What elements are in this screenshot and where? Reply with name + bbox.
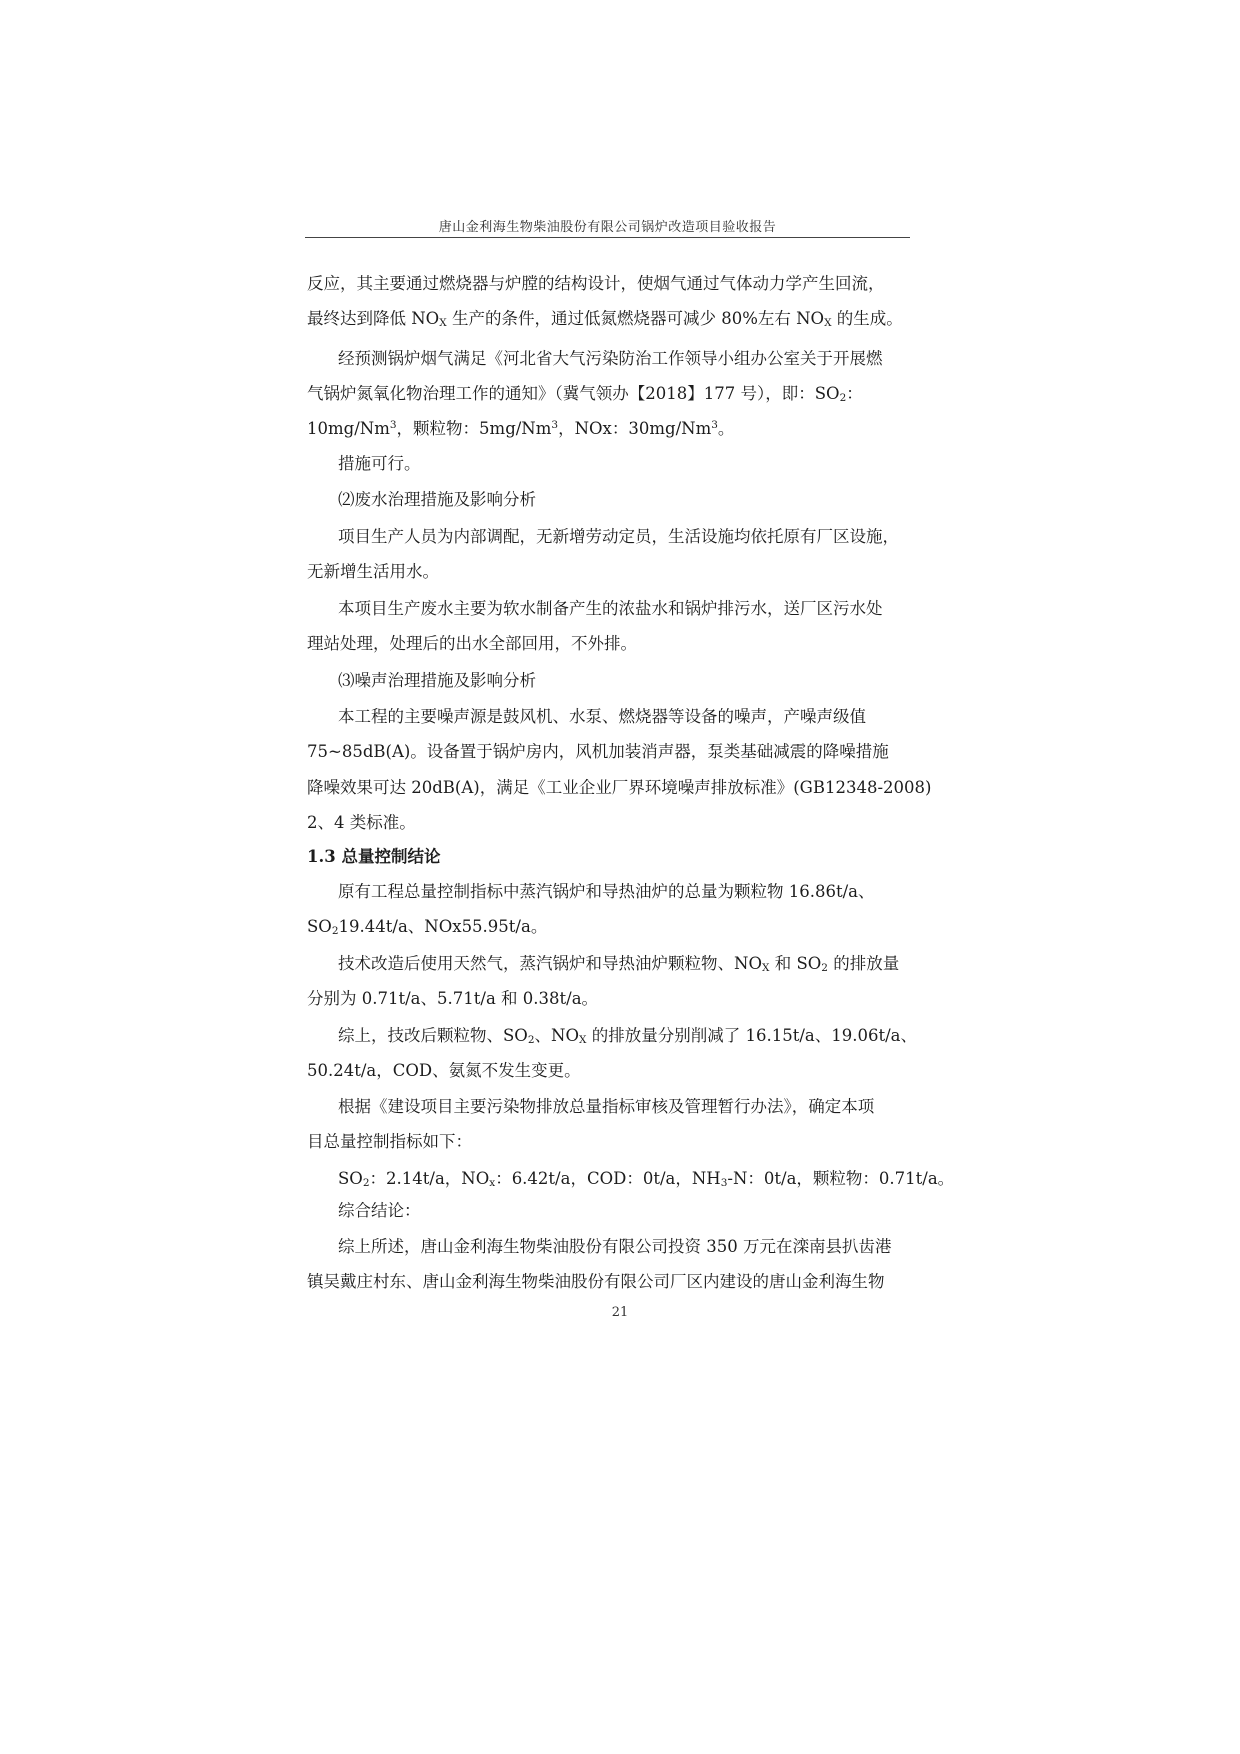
text-line: 10mg/Nm$^3$，颗粒物：5mg/Nm$^3$，NOx：30mg/Nm$^3$。 — [307, 419, 735, 438]
section-heading: ⑶噪声治理措施及影响分析 — [338, 671, 536, 690]
text-line: $SO_2$：2.14t/a，$NO_x$：6.42t/a，COD：0t/a，$NH_3-N$：0t/a，颗粒物：0.71t/a。 — [338, 1169, 955, 1189]
text-line: 综合结论： — [338, 1201, 421, 1220]
text-line: 措施可行。 — [338, 454, 421, 473]
text-line: 本工程的主要噪声源是鼓风机、水泵、燃烧器等设备的噪声，产噪声级值 — [338, 707, 866, 726]
text-line: 气锅炉氮氧化物治理工作的通知》（冀气领办【2018】177 号），即：$SO_2$： — [307, 384, 863, 404]
text-line: 降噪效果可达 20dB(A)，满足《工业企业厂界环境噪声排放标准》(GB12348-2008) — [307, 778, 932, 797]
running-header: 唐山金利海生物柴油股份有限公司锅炉改造项目验收报告 — [438, 220, 777, 235]
section-heading: ⑵废水治理措施及影响分析 — [338, 490, 536, 509]
text-line: 原有工程总量控制指标中蒸汽锅炉和导热油炉的总量为颗粒物 16.86t/a、 — [338, 882, 875, 901]
text-line: 技术改造后使用天然气，蒸汽锅炉和导热油炉颗粒物、$NO_X$ 和 $SO_2$ 的排放量 — [338, 954, 900, 974]
text-line: 理站处理，处理后的出水全部回用，不外排。 — [307, 634, 637, 653]
text-line: 分别为 0.71t/a、5.71t/a 和 0.38t/a。 — [307, 989, 599, 1008]
text-line: 2、4 类标准。 — [307, 813, 416, 832]
text-line: 镇吴戴庄村东、唐山金利海生物柴油股份有限公司厂区内建设的唐山金利海生物 — [307, 1272, 885, 1291]
section-title: 1.3 总量控制结论 — [307, 847, 441, 866]
text-line: 项目生产人员为内部调配，无新增劳动定员，生活设施均依托原有厂区设施， — [338, 527, 899, 546]
text-line: 反应，其主要通过燃烧器与炉膛的结构设计，使烟气通过气体动力学产生回流， — [307, 274, 885, 293]
text-line: 经预测锅炉烟气满足《河北省大气污染防治工作领导小组办公室关于开展燃 — [338, 349, 883, 368]
text-line: 目总量控制指标如下： — [307, 1132, 472, 1151]
text-line: 50.24t/a，COD、氨氮不发生变更。 — [307, 1061, 581, 1080]
text-line: 75~85dB(A)。设备置于锅炉房内，风机加装消声器，泵类基础减震的降噪措施 — [307, 742, 889, 761]
text-line: 本项目生产废水主要为软水制备产生的浓盐水和锅炉排污水，送厂区污水处 — [338, 599, 883, 618]
text-line: 综上，技改后颗粒物、$SO_2$、$NO_X$ 的排放量分别削减了 16.15t/a、19.06t/a、 — [338, 1026, 917, 1046]
text-line: 根据《建设项目主要污染物排放总量指标审核及管理暂行办法》，确定本项 — [338, 1097, 875, 1116]
text-line: 综上所述，唐山金利海生物柴油股份有限公司投资 350 万元在滦南县扒齿港 — [338, 1237, 892, 1256]
header-rule — [305, 237, 910, 238]
text-line: 最终达到降低 $NO_X$ 生产的条件，通过低氮燃烧器可减少 80%左右 $NO_X$ 的生成。 — [307, 309, 903, 329]
text-line: $SO_219.44t/a$、NOx55.95t/a。 — [307, 917, 548, 937]
text-line: 无新增生活用水。 — [307, 562, 439, 581]
page-number: 21 — [611, 1305, 629, 1320]
